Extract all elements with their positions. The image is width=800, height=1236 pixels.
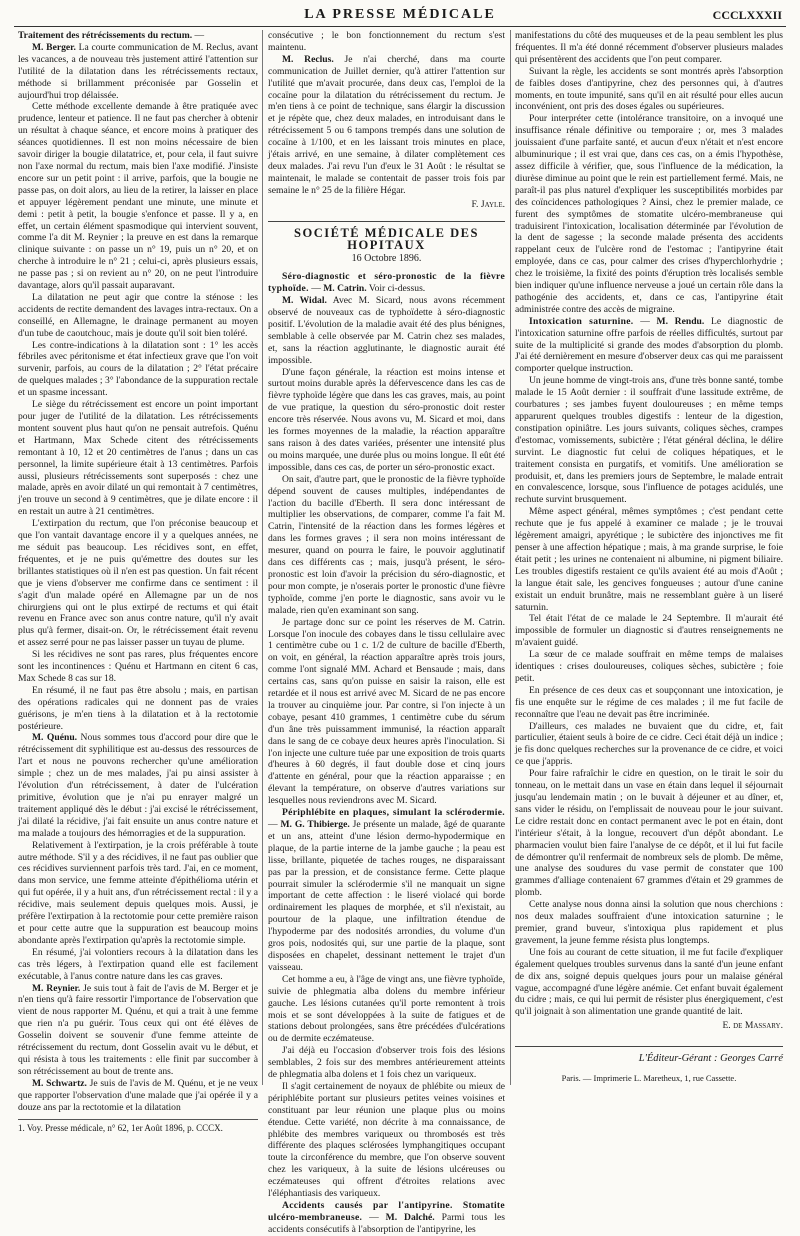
section-title: SOCIÉTÉ MÉDICALE DES HOPITAUX — [268, 221, 505, 252]
paragraph: D'une façon générale, la réaction est moins intense et surtout moins durable après la défervescence dans les cas de fièvre typhoïde légère que dans les cas graves, mais, au point de vue pratique, la question du séro-pronostic doit rester encore très réservée. Nous avons vu, M. Sicard et moi, dans les formes moyennes de la maladie, la réaction apparaître sans raison à des dates variées, présenter une intensité plus ou moins marquée, une durée plus ou moins longue. Il eût été impossible, dans ces cas, de porter un séro-pronostic exact. — [268, 366, 505, 473]
paragraph: Suivant la règle, les accidents se sont montrés après l'absorption de faibles doses d'antipyrine, chez des personnes qui, à d'autres moments, en toute impunité, sans qu'il en ait résulté pour elles aucun inconvénient, ont pris des doses égales ou supérieures. — [515, 65, 783, 113]
colophon — [515, 1046, 783, 1085]
paragraph: On sait, d'autre part, que le pronostic de la fièvre typhoïde dépend souvent de causes multiples, indépendantes de l'action du bacille d'Eberth. Il sera donc intéressant de multiplier les observations, de comparer, comme l'a fait M. Catrin, l'intensité de la réaction dans les formes légères et dans les formes graves ; il sera non moins intéressant de mesurer, quand on pourra le faire, le pouvoir agglutinatif dans ces différents cas ; mais, jusqu'à présent, le séro-pronostic est loin d'avoir la précision du séro-diagnostic, et pour mon compte, je n'oserais porter le pronostic d'une fièvre typhoïde, comme j'en porte le diagnostic, sans avoir vu le malade, rien qu'en examinant son sang. — [268, 473, 505, 616]
paragraph: Même aspect général, mêmes symptômes ; c'est pendant cette rechute que je fus appelé à examiner ce malade ; je le trouvai légèrement amaigri, apyrétique ; le subictère des injonctives me fit penser à une affection hépatique ; mais, à ma grande surprise, le foie était petit ; les urines ne contenaient ni albumine, ni pigment biliaire. Les troubles digestifs restaient ce qu'ils avaient été au mois d'Août ; la langue était sale, les gencives fongueuses ; autour d'une canine existait un enduit brunâtre, mais ne ressemblant guère à un liseré saturnin. — [515, 506, 783, 613]
printer-line: Paris. — Imprimerie L. Maretheux, 1, rue Cassette. — [561, 1073, 737, 1084]
speaker-name: M. G. Thibierge. — [280, 819, 350, 830]
article-heading: Périphlébite en plaques, simulant la sclérodermie. — [282, 807, 505, 819]
column-divider — [510, 30, 511, 1085]
author-signature: F. Jayle. — [471, 198, 505, 210]
paragraph: Les contre-indications à la dilatation sont : 1° les accès fébriles avec péritonisme et état infectieux grave que l'on voit survenir, parfois, au cours de la dilatation ; 2° l'état précaire de quelques malades ; 3° l'abondance de la suppuration rectale et un spasme incessant. — [18, 339, 258, 399]
paragraph: Relativement à l'extirpation, je la crois préférable à toute autre méthode. S'il y a des récidives, il ne faut pas oublier que ces récidives surviennent parfois très tard. J'ai, en ce moment, dans mon service, une femme atteinte d'épithélioma utérin et qui fut opérée, il y a huit ans, d'un rétrécissement rectal : il y a récidive, mais seulement depuis quelques mois. Aussi, je préfère l'extirpation à la rectotomie pour cette première raison et pour cette autre que la suppuration est beaucoup moins abondante après l'extirpation qu'après la rectotomie simple. — [18, 839, 258, 946]
paragraph: Le diagnostic de l'intoxication saturnine offre parfois de réelles difficultés, surtout par suite de la multiplicité si grande des modes d'absorption du plomb. J'ai été dernièrement en mesure d'observer deux cas qui me paraissent comporter quelque instruction. — [515, 315, 784, 375]
speaker-name: M. Catrin. — [323, 283, 367, 295]
paragraph: En présence de ces deux cas et soupçonnant une intoxication, je fis une enquête sur le régime de ces malades ; il me fut facile de reconnaître que l'eau ne devait pas être incriminée. — [515, 684, 783, 720]
paragraph: Parmi tous les accidents consécutifs à l'absorption de l'antipyrine, les — [268, 1211, 505, 1235]
article-heading: Séro-diagnostic et séro-pronostic de la fièvre typhoïde. — [268, 271, 505, 295]
paragraph: J'ai déjà eu l'occasion d'observer trois fois des lésions semblables, 2 fois sur des membres antérieurement atteints de phlegmatia alba dolens et 1 fois chez un variqueux. — [268, 1045, 505, 1081]
speaker-name: M. Rendu. — [656, 315, 705, 327]
footnote: 1. Voy. Presse médicale, n° 62, 1er Août 1896, p. CCCX. — [18, 1119, 258, 1135]
paragraph: L'extirpation du rectum, que l'on préconise beaucoup et que l'on vantait davantage encore il y a quelques années, ne me séduit pas beaucoup. Les récidives sont, en effet, fréquentes, et je ne puis qu'émettre des doutes sur les brillantes statistiques où il n'en est pas question. Un fait récent que je viens d'observer me confirme dans ce sentiment : il s'agit d'un malade opéré en Allemagne par un de nos chirurgiens qui ont le plus extirpé de rectums et qui était revenu en France avec son anus contre nature, qu'il n'y avait plus qu'à fermer, disait-on. Or, le rétrécissement était revenu et assez serré pour ne pas laisser passer un tuyau de plume. — [18, 518, 258, 649]
paragraph: manifestations du côté des muqueuses et de la peau semblent les plus fréquentes. Il m'a été donné récemment d'observer plusieurs malades qui présentèrent des accidents que l'on peut comparer. — [515, 30, 783, 65]
paragraph: Je n'ai cherché, dans ma courte communication de Juillet dernier, qu'à attirer l'attention sur l'utilité que m'avait procurée, dans deux cas, l'emploi de la cocaïne pour la dilatation du rétrécissement du rectum. Je m'en tiens à ce point de technique, sans élargir la discussion et je répète que, chez deux malades, en introduisant dans le rétrécissement 5 ou 6 tampons trempés dans une solution de cocaïne à 1/100, et en les laissant trois minutes en place, j'étais arrivé, en une semaine, à dilater complètement ces deux malades. J'ai revu l'un d'eux le 31 Août : le résultat se maintenait, le malade se contentait de passer trois fois par semaine le n° 25 de la filière Hégar. — [268, 53, 505, 196]
paragraph: Cette méthode excellente demande à être pratiquée avec prudence, lenteur et patience. Il ne faut pas chercher à obtenir un résultat à chaque séance, et encore moins à pratiquer des séances quotidiennes. Il est non moins nécessaire de bien savoir diriger la bougie dilatatrice, et, pour cela, il faut suivre non l'axe normal du rectum, mais bien l'axe modifié. J'insiste encore sur un petit point : il arrive, parfois, que la bougie ne passe pas, on doit alors, au lieu de la retirer, la laisser en place et appuyer légèrement pendant une minute, une minute et demi : petit à petit, la bougie s'enfonce et passe. Il y a, en effet, un certain élément spasmodique qui intervient souvent, comme l'a dit M. Reynier ; la preuve en est dans la remarque clinique suivante : on passe un n° 19, puis un n° 20, et on cherche à introduire le n° 21 ; celui-ci, après plusieurs essais, ne passe pas ; si on revient au n° 20, on ne peut l'introduire davantage, alors qu'il passait auparavant. — [18, 101, 258, 292]
article-heading: Traitement des rétrécissements du rectum. — [18, 30, 193, 41]
speaker-name: M. Dalché. — [385, 1211, 435, 1223]
paragraph: D'ailleurs, ces malades ne buvaient que du cidre, et, fait particulier, étaient seuls à boire de ce cidre. Ceci était déjà un indice ; je fis donc quelques recherches sur la provenance de ce cidre, et voici ce que j'appris. — [515, 720, 783, 768]
speaker-name: M. Schwartz. — [32, 1077, 87, 1089]
paragraph: Cet homme a eu, à l'âge de vingt ans, une fièvre typhoïde, suivie de phlegmatia alba dolens du membre inférieur gauche. Les lésions cutanées qu'il porte remontent à trois mois et se sont développées à la suite de fatigues et de stations debout prolongées, sans être précédées d'ulcérations ou de dermite eczémateuse. — [268, 973, 505, 1045]
article-heading: Accidents causés par l'antipyrine. Stomatite ulcéro-membraneuse. — [268, 1200, 505, 1223]
paragraph: Je suis de l'avis de M. Quénu, et je ne veux que rapporter l'observation d'une malade que j'ai opérée il y a douze ans par la rectotomie et la dilatation — [18, 1077, 258, 1113]
paragraph: Avec M. Sicard, nous avons récemment observé de nouveaux cas de typhoïdette à séro-diagnostic positif. L'évolution de la maladie avait été des plus bénignes, semblable à celle observée par M. Catrin chez ses malades, et, sans la réaction agglutinante, le diagnostic aurait été impossible. — [268, 295, 505, 366]
paragraph: La dilatation ne peut agir que contre la sténose : les accidents de rectite demandent des lavages intra-rectaux. On a conseillé, en Allemagne, le drainage permanent au moyen d'un tube de caoutchouc, mais je doute qu'il soit bien toléré. — [18, 291, 258, 339]
editor-line: L'Éditeur-Gérant : Georges Carré — [638, 1053, 783, 1065]
speaker-name: M. Berger. — [32, 41, 76, 53]
paragraph: En résumé, j'ai volontiers recours à la dilatation dans les cas très légers, à l'extirpation quand elle est facilement exécutable, à l'anus contre nature dans les cas graves. — [18, 946, 258, 982]
column-2: consécutive ; le bon fonctionnement du rectum s'est maintenu. M. Reclus. Je n'ai cherché, dans ma courte communication de Juillet dernier, qu'à attirer l'attention sur l'utilité que m'avait procurée, dans deux cas, l'emploi de la cocaïne pour la dilatation du rétrécissement du rectum. Je m'en tiens à ce point de technique, sans élargir la discussion et je répète que, chez deux malades, en introduisant dans le rétrécissement 5 ou 6 tampons trempés dans une solution de cocaïne à 1/100, et en les laissant trois minutes en place, j'étais arrivé, en une semaine, à dilater complètement ces deux malades. J'ai revu l'un d'eux le 31 Août : le résultat se maintenait, le malade se contentait de passer trois fois par semaine le n° 25 de la filière Hégar. F. Jayle. SOCIÉTÉ MÉDICALE DES HOPITAUX 16 Octobre 1896. Séro-diagnostic et séro-pronostic de la fièvre typhoïde. — M. Catrin. Voir ci-dessus. M. Widal. Avec M. Sicard, nous avons récemment observé de nouveaux cas de typhoïdette à séro-diagnostic positif. L'évolution de la maladie avait été des plus bénignes, semblable à celle observée par M. Catrin chez ses malades, et, sans la réaction agglutinante, le diagnostic aurait été impossible. D'une façon générale, la réaction est moins intense et surtout moins durable après la défervescence dans les cas de fièvre typhoïde légère que dans les cas graves, mais, au point de vue pratique, la question du séro-pronostic doit rester encore très réservée. Nous avons vu, M. Sicard et moi, dans les formes moyennes de la maladie, la réaction apparaître sans raison à des dates variées, présenter une intensité plus ou moins marquée, une durée plus ou moins longue. Il eût été impossible, dans ces cas, de porter un séro-pronostic exact. On sait, d'autre part, que le pronostic de la fièvre typhoïde dépend souvent de causes multiples, indépendantes de l'action du bacille d'Eberth. Il sera donc intéressant de multiplier les observations, de comparer, comme l'a fait M. Catrin, l'intensité de la réaction dans les formes légères et dans les formes graves ; il sera non moins intéressant de mesurer, quand on pourra le faire, le pouvoir agglutinatif dans ces différents cas ; mais, jusqu'à présent, le séro-pronostic est loin d'avoir la précision du séro-diagnostic, et pour mon compte, je n'oserais porter le pronostic d'une fièvre typhoïde, comme j'en porte le diagnostic, sans avoir vu le malade, rien qu'en examinant son sang. Je partage donc sur ce point les réserves de M. Catrin. Lorsque l'on inocule des cobayes dans le tissu cellulaire avec 1 centimètre cube ou 1 c. 1/2 de culture de bacille d'Eberth, on voit, en général, la réaction apparaître après trois jours, comme l'ont signalé MM. Achard et Bensaude ; mais, dans certains cas, sans qu'on puisse en saisir la raison, elle est retardée et il nous est arrivé avec M. Sicard de ne pas encore la trouver au cinquième jour. Par contre, si l'on injecte à un cobaye, pesant 410 grammes, 1 centimètre cube du sérum d'un âne très puissamment immunisé, la réaction apparaît dans le sang de ce cobaye deux heures après l'inoculation. Si l'on injecte une culture tuée par une exposition de trois quarts d'heures à 60 degrés, il faut double dose et cinq jours d'attente en général, pour que la réaction apparaisse ; en élevant la température, on observe d'autres variations sur lesquelles nous reviendrons avec M. Sicard. Périphlébite en plaques, simulant la sclérodermie. — M. G. Thibierge. Je présente un malade, âgé de quarante et un ans, atteint d'une lésion dermo-hypodermique en plaque, de la partie interne de la jambe gauche ; la peau est lisse, brillante, piquetée de taches rouges, ne disparaissant pas par la pression, et de consistance ferme. Cette plaque pourrait simuler la sclérodermie s'il ne manquait un signe important de cette affection : le liseré violacé qui borde ordinairement les plaques de morphée, et s'il n'existait, au pourtour de la plaque, une infiltration étendue de l'hypoderme par des nodosités arrondies, du volume d'un gros pois, nodosités qui, sur une partie de la plaque, sont disposées en chapelet, dessinant nettement le trajet d'un vaisseau. Cet homme a eu, à l'âge de vingt ans, une fièvre typhoïde, suivie de phlegmatia alba dolens du membre inférieur gauche. Les lésions cutanées qu'il porte remontent à trois mois et se sont développées à la suite de fatigues et de stations debout prolongées, sans être précédées d'ulcérations ou de dermite eczémateuse. J'ai déjà eu l'occasion d'observer trois fois des lésions semblables, 2 fois sur des membres antérieurement atteints de phlegmatia alba dolens et 1 fois chez un variqueux. Il s'agit certainement de noyaux de phlébite ou mieux de périphlébite portant sur plusieurs petites veines voisines et constituant par leur réunion une plaque plus ou moins étendue. Cette variété, non décrite à ma connaissance, de phlébite des membres variqueux ou thrombosés est très différente des plaques sclérosées lymphangitiques occupant toute la circonférence du membre, que l'on observe souvent chez les variqueux, à la suite de lésions ulcéreuses ou eczémateuses qui offrent d'étroites relations avec l'éléphantiasis des variqueux. Accidents causés par l'antipyrine. Stomatite ulcéro-membraneuse. — M. Dalché. Parmi tous les accidents consécutifs à l'absorption de l'antipyrine, les — [268, 30, 505, 1235]
paragraph: En résumé, il ne faut pas être absolu ; mais, en partisan des opérations radicales qui ne donnent pas de vraies guérisons, je m'en tiens à la dilatation et à la rectotomie postérieure. — [18, 684, 258, 732]
section-date: 16 Octobre 1896. — [351, 253, 422, 265]
paragraph: Tel était l'état de ce malade le 24 Septembre. Il m'aurait été impossible de formuler un diagnostic si d'autres renseignements ne m'avaient guidé. — [515, 613, 783, 649]
speaker-name: M. Reynier. — [32, 982, 81, 994]
paragraph: Je partage donc sur ce point les réserves de M. Catrin. Lorsque l'on inocule des cobayes dans le tissu cellulaire avec 1 centimètre cube ou 1 c. 1/2 de culture de bacille d'Eberth, on voit, en général, la réaction apparaître après trois jours, comme l'ont signalé MM. Achard et Bensaude ; mais, dans certains cas, sans qu'on puisse en saisir la raison, elle est retardée et il nous est arrivé avec M. Sicard de ne pas encore la trouver au cinquième jour. Par contre, si l'on injecte à un cobaye, pesant 410 grammes, 1 centimètre cube du sérum d'un âne très puissamment immunisé, la réaction apparaît dans le sang de ce cobaye deux heures après l'inoculation. Si l'on injecte une culture tuée par une exposition de trois quarts d'heures à 60 degrés, il faut double dose et cinq jours d'attente en général, pour que la réaction apparaisse ; en élevant la température, on observe d'autres variations sur lesquelles nous reviendrons avec M. Sicard. — [268, 616, 505, 807]
paragraph: Je suis tout à fait de l'avis de M. Berger et je n'en tiens qu'à faire ressortir l'importance de l'observation que vient de nous rapporter M. Quénu, et qui a trait à une femme que rien n'a pu guérir. Tous ceux qui ont été élèves de Gosselin doivent se souvenir d'une femme atteinte de rétrécissement du rectum, dont Gosselin avait vu le début, et qui résista à tous les traitements : elle finit par succomber à son rétrécissement au bout de trente ans. — [18, 982, 258, 1077]
paragraph: Cette analyse nous donna ainsi la solution que nous cherchions : nos deux malades souffraient d'une intoxication saturnine ; le premier, grand buveur, s'intoxiqua plus rapidement et plus gravement, la jeune femme résista plus longtemps. — [515, 899, 783, 946]
column-1: Traitement des rétrécissements du rectum. — M. Berger. La courte communication de M. Reclus, avant les vacances, a de nouveau très justement attiré l'attention sur l'utilité de la dilatation dans les rétrécissements rectaux, méthode si brillamment préconisée par Gosselin et aujourd'hui trop délaissée. Cette méthode excellente demande à être pratiquée avec prudence, lenteur et patience. Il ne faut pas chercher à obtenir un résultat à chaque séance, et encore moins à pratiquer des séances quotidiennes. Il est non moins nécessaire de bien savoir diriger la bougie dilatatrice, et, pour cela, il faut suivre non l'axe normal du rectum, mais bien l'axe modifié. J'insiste encore sur un petit point : il arrive, parfois, que la bougie ne passe pas, on doit alors, au lieu de la retirer, la laisser en place et appuyer légèrement pendant une minute, une minute et demi : petit à petit, la bougie s'enfonce et passe. Il y a, en effet, un certain élément spasmodique qui intervient souvent, comme l'a dit M. Reynier ; la preuve en est dans la remarque clinique suivante : on passe un n° 19, puis un n° 20, et on cherche à introduire le n° 21 ; celui-ci, après plusieurs essais, ne passe pas ; si on revient au n° 20, on ne peut l'introduire davantage, alors qu'il passait auparavant. La dilatation ne peut agir que contre la sténose : les accidents de rectite demandent des lavages intra-rectaux. On a conseillé, en Allemagne, le drainage permanent au moyen d'un tube de caoutchouc, mais je doute qu'il soit bien toléré. Les contre-indications à la dilatation sont : 1° les accès fébriles avec péritonisme et état infectieux grave que l'on voit survenir, parfois, au cours de la dilatation ; 2° l'état précaire de quelques malades ; 3° l'abondance de la suppuration rectale et un spasme incessant. Le siège du rétrécissement est encore un point important pour juger de l'utilité de la dilatation. Les rétrécissements montent souvent plus haut qu'on ne pensait autrefois. Quénu et Hartmann, Max Schede citent des rétrécissements remontant à 10, 12 et 20 centimètres de l'anus ; dans un cas personnel, la limite supérieure était à 13 centimètres. Parfois aussi, plusieurs rétrécissements sont superposés : chez une malade, après en avoir dilaté un qui remontait à 7 centimètres, j'en trouve un second à 9 centimètres, que je dilate encore : il en restait un autre à 21 centimètres. L'extirpation du rectum, que l'on préconise beaucoup et que l'on vantait davantage encore il y a quelques années, ne me séduit pas beaucoup. Les récidives sont, en effet, fréquentes, et je ne puis qu'émettre des doutes sur les brillantes statistiques où il n'en est pas question. Un fait récent que je viens d'observer me confirme dans ce sentiment : il s'agit d'un malade opéré en Allemagne par un de nos chirurgiens qui ont le plus extirpé de rectums et qui était revenu en France avec son anus contre nature, qu'il n'y avait plus qu'à fermer, disait-on. Or, le rétrécissement était revenu et assez serré pour ne pas laisser passer un tuyau de plume. Si les récidives ne sont pas rares, plus fréquentes encore sont les incontinences : Quénu et Hartmann en citent 6 cas, Max Schede 8 cas sur 18. En résumé, il ne faut pas être absolu ; mais, en partisan des opérations radicales qui ne donnent pas de vraies guérisons, je m'en tiens à la dilatation et à la rectotomie postérieure. M. Quénu. Nous sommes tous d'accord pour dire que le rétrécissement dit syphilitique est au-dessus des ressources de l'art et nous ne pouvons rechercher qu'une amélioration simple ; chez un de mes malades, j'ai pu ainsi assister à l'évolution d'un rétrécissement, à dater de l'ulcération primitive, évolution que je n'ai pu enrayer malgré un traitement appliqué dès le début : j'ai excisé le rétrécissement, j'ai dilaté la récidive, j'ai fait ensuite un anus contre nature et ma malade a toujours des hémorragies et de la suppuration. Relativement à l'extirpation, je la crois préférable à toute autre méthode. S'il y a des récidives, il ne faut pas oublier que ces récidives surviennent parfois très tard. J'ai, en ce moment, dans mon service, une femme atteinte d'épithélioma utérin et qui fut opérée, il y a huit ans, d'un rétrécissement rectal : il y a récidive, mais seulement depuis quelques mois. Aussi, je préfère l'extirpation à la rectotomie pour cette première raison et pour cette autre que la suppuration est beaucoup moins abondante après l'extirpation qu'après la rectotomie simple. En résumé, j'ai volontiers recours à la dilatation dans les cas très légers, à l'extirpation quand elle est facilement exécutable, à l'anus contre nature dans les cas graves. M. Reynier. Je suis tout à fait de l'avis de M. Berger et je n'en tiens qu'à faire ressortir l'importance de l'observation que vient de nous rapporter M. Quénu, et qui a trait à une femme que rien n'a pu guérir. Tous ceux qui ont été élèves de Gosselin doivent se souvenir d'une femme atteinte de rétrécissement du rectum, dont Gosselin avait vu le début, et qui résista à tous les traitements : elle finit par succomber à son rétrécissement au bout de trente ans. M. Schwartz. Je suis de l'avis de M. Quénu, et je ne veux que rapporter l'observation d'une malade que j'ai opérée il y a douze ans par la rectotomie et la dilatation 1. Voy. Presse médicale, n° 62, 1er Août 1896, p. CCCX. — [18, 30, 258, 1134]
page-number: CCCLXXXII — [712, 8, 782, 22]
paragraph: La sœur de ce malade souffrait en même temps de malaises identiques : crises douloureuses, coliques sèches, subictère ; foie petit. — [515, 649, 783, 684]
column-3: manifestations du côté des muqueuses et de la peau semblent les plus fréquentes. Il m'a été donné récemment d'observer plusieurs malades qui présentèrent des accidents que l'on peut comparer. Suivant la règle, les accidents se sont montrés après l'absorption de faibles doses d'antipyrine, chez des personnes qui, à d'autres moments, en toute impunité, sans qu'il en ait résulté pour elles aucun inconvénient, ont pris des doses égales ou supérieures. Pour interpréter cette (intolérance transitoire, on a invoqué une insuffisance rénale définitive ou temporaire ; or, mes 3 malades jouissaient d'une parfaite santé, et aucun d'eux n'était et n'est encore albuminurique ; il est vrai que, dans ces cas, on a émis l'hypothèse, assez difficile à vérifier, que, sous l'influence de la médication, la diurèse diminue au point que le rein est partiellement fermé. Mais, ne paraît-il pas plus naturel d'expliquer les susceptibilités morbides par des coïncidences pathologiques ? Ainsi, chez le premier malade, ce furent des symptômes de stomatite ulcéro-membraneuse qui traduisirent l'intoxication, localisation déterminée par l'évolution de la dent de sagesse ; la seconde malade présenta des accidents rappelant ceux de l'ulcère rond de l'estomac ; l'antipyrine était employée, dans ce cas, pour calmer des crises d'hyperchlorhydrie ; chez le troisième, la fixité des points d'éruption très localisés semble bien indiquer qu'une influence nerveuse a joué un certain rôle dans la pathogénie des accidents, et, dans ce cas, l'antipyrine était administrée contre des accès de migraine. Intoxication saturnine. — M. Rendu. Le diagnostic de l'intoxication saturnine offre parfois de réelles difficultés, surtout par suite de la multiplicité si grande des modes d'absorption du plomb. J'ai été dernièrement en mesure d'observer deux cas qui me paraissent comporter quelque instruction. Un jeune homme de vingt-trois ans, d'une très bonne santé, tombe malade le 15 Août dernier : il souffrait d'une lassitude extrême, de courbatures ; ses jambes fuyent douloureuses ; en même temps apparurent quelques troubles digestifs : lenteur de la digestion, constipation opiniâtre. Les jours suivants, coliques sèches, crampes d'estomac, vomissements, subictère ; l'état général déclina, le délire survint. Le diagnostic fut celui de coliques hépatiques, et le traitement consista en purgatifs, et vomitifs. Une amélioration se produisit, et, dans les premiers jours de Septembre, le malade entrait en convalescence, lorsque, sous l'influence de potages acidulés, une rechute survint brusquement. Même aspect général, mêmes symptômes ; c'est pendant cette rechute que je fus appelé à examiner ce malade ; je le trouvai légèrement amaigri, apyrétique ; le subictère des injonctives me fit penser à une affection hépatique ; mais, à ma grande surprise, le foie était petit ; les urines ne contenaient ni albumine, ni pigment biliaire. Les troubles digestifs restaient ce qu'ils avaient été au mois d'Août ; la langue était sale, les gencives fongueuses ; autour d'une canine existait un enduit brunâtre, mais ne ressemblant guère à un liseré saturnin. Tel était l'état de ce malade le 24 Septembre. Il m'aurait été impossible de formuler un diagnostic si d'autres renseignements ne m'avaient guidé. La sœur de ce malade souffrait en même temps de malaises identiques : crises douloureuses, coliques sèches, subictère ; foie petit. En présence de ces deux cas et soupçonnant une intoxication, je fis une enquête sur le régime de ces malades ; il me fut facile de reconnaître que l'eau ne devait pas être incriminée. D'ailleurs, ces malades ne buvaient que du cidre, et, fait particulier, étaient seuls à boire de ce cidre. Ceci était déjà un indice ; je fis donc quelques recherches sur la provenance de ce cidre, et voici ce que j'appris. Pour faire rafraîchir le cidre en question, on le tirait le soir du tonneau, on le mettait dans un vase en étain dans lequel il séjournait jusqu'au lendemain matin ; on le buvait à déjeuner et au dîner, et, sans vider le résidu, on l'emplissait de nouveau pour le jour suivant. Le cidre restait donc en contact permanent avec le pot en étain, dont l'intérieur s'était, à la longue, recouvert d'un dépôt abondant. Le pharmacien voulut bien faire l'analyse de ce dépôt, et il lui fut facile de démontrer qu'il renfermait de nombreux sels de plomb. De même, une analyse des soudures du vase permit de constater que 100 grammes d'alliage contenaient 67 grammes d'étain et 29 grammes de plomb. Cette analyse nous donna ainsi la solution que nous cherchions : nos deux malades souffraient d'une intoxication saturnine ; le premier, grand buveur, s'intoxiqua plus rapidement et plus gravement, la jeune femme résista plus longtemps. Une fois au courant de cette situation, il me fut facile d'expliquer également quelques troubles survenus dans la santé d'un jeune enfant de dix ans, soigné depuis quelques jours pour un malaise général vague, accompagné d'une légère anémie. Cet enfant buvait également du cidre ; mais, ce qui lui permit de résister plus énergiquement, c'est qu'il joignait à son alimentation une grande quantité de lait. E. de Massary. L'Éditeur-Gérant : Georges Carré Paris. — Imprimerie L. Maretheux, 1, rue Cassette. — [515, 30, 784, 1084]
paragraph: Nous sommes tous d'accord pour dire que le rétrécissement dit syphilitique est au-dessus des ressources de l'art et nous ne pouvons rechercher qu'une amélioration simple ; chez un de mes malades, j'ai pu ainsi assister à l'évolution d'un rétrécissement, à dater de l'ulcération primitive, évolution que je n'ai pu enrayer malgré un traitement appliqué dès le début : j'ai excisé le rétrécissement, j'ai dilaté la récidive, j'ai fait ensuite un anus contre nature et ma malade a toujours des hémorragies et de la suppuration. — [18, 732, 258, 839]
column-divider — [262, 30, 263, 1085]
paragraph: Une fois au courant de cette situation, il me fut facile d'expliquer également quelques troubles survenus dans la santé d'un jeune enfant de dix ans, soigné depuis quelques jours pour un malaise général vague, accompagné d'une légère anémie. Cet enfant buvait également du cidre ; mais, ce qui lui permit de résister plus énergiquement, c'est qu'il joignait à son alimentation une grande quantité de lait. — [515, 946, 783, 1018]
paragraph: Pour interpréter cette (intolérance transitoire, on a invoqué une insuffisance rénale définitive ou temporaire ; or, mes 3 malades jouissaient d'une parfaite santé, et aucun d'eux n'était et n'est encore albuminurique ; il est vrai que, dans ces cas, on a émis l'hypothèse, assez difficile à vérifier, que, sous l'influence de la médication, la diurèse diminue au point que le rein est partiellement fermé. Mais, ne paraît-il pas plus naturel d'expliquer les susceptibilités morbides par des coïncidences pathologiques ? Ainsi, chez le premier malade, ce furent des symptômes de stomatite ulcéro-membraneuse qui traduisirent l'intoxication, localisation déterminée par l'évolution de la dent de sagesse ; la seconde malade présenta des accidents rappelant ceux de l'ulcère rond de l'estomac ; l'antipyrine était employée, dans ce cas, pour calmer des crises d'hyperchlorhydrie ; chez le troisième, la fixité des points d'éruption très localisés semble bien indiquer qu'une influence nerveuse a joué un certain rôle dans la pathogénie des accidents, et, dans ce cas, l'antipyrine était administrée contre des accès de migraine. — [515, 113, 783, 315]
paragraph: Il s'agit certainement de noyaux de phlébite ou mieux de périphlébite portant sur plusieurs petites veines voisines et constituant par leur réunion une plaque plus ou moins étendue. Cette variété, non décrite à ma connaissance, de phlébite des membres variqueux ou thrombosés est très différente des plaques sclérosées lymphangitiques occupant toute la circonférence du membre, que l'on observe souvent chez les variqueux, à la suite de lésions ulcéreuses ou eczémateuses qui offrent d'étroites relations avec l'éléphantiasis des variqueux. — [268, 1080, 505, 1200]
paragraph: Pour faire rafraîchir le cidre en question, on le tirait le soir du tonneau, on le mettait dans un vase en étain dans lequel il séjournait jusqu'au lendemain matin ; on le buvait à déjeuner et au dîner, et, sans vider le résidu, on l'emplissait de nouveau pour le jour suivant. Le cidre restait donc en contact permanent avec le pot en étain, dont l'intérieur s'était, à la longue, recouvert d'un dépôt abondant. Le pharmacien voulut bien faire l'analyse de ce dépôt, et il lui fut facile de démontrer qu'il renfermait de nombreux sels de plomb. De même, une analyse des soudures du vase permit de constater que 100 grammes d'alliage contenaient 67 grammes d'étain et 29 grammes de plomb. — [515, 768, 783, 899]
speaker-name: M. Reclus. — [282, 53, 334, 65]
paragraph: Le siège du rétrécissement est encore un point important pour juger de l'utilité de la dilatation. Les rétrécissements montent souvent plus haut qu'on ne pensait autrefois. Quénu et Hartmann, Max Schede citent des rétrécissements remontant à 10, 12 et 20 centimètres de l'anus ; dans un cas personnel, la limite supérieure était à 13 centimètres. Parfois aussi, plusieurs rétrécissements sont superposés : chez une malade, après en avoir dilaté un qui remontait à 7 centimètres, j'en trouve un second à 9 centimètres, que je dilate encore : il en restait un autre à 21 centimètres. — [18, 399, 258, 518]
paragraph: Si les récidives ne sont pas rares, plus fréquentes encore sont les incontinences : Quénu et Hartmann en citent 6 cas, Max Schede 8 cas sur 18. — [18, 649, 258, 684]
paragraph: La courte communication de M. Reclus, avant les vacances, a de nouveau très justement attiré l'attention sur l'utilité de la dilatation dans les rétrécissements rectaux, méthode si brillamment préconisée par Gosselin et aujourd'hui trop délaissée. — [18, 41, 258, 101]
paragraph: Je présente un malade, âgé de quarante et un ans, atteint d'une lésion dermo-hypodermique en plaque, de la partie interne de la jambe gauche ; la peau est lisse, brillante, piquetée de taches rouges, ne disparaissant pas par la pression, et de consistance ferme. Cette plaque pourrait simuler la sclérodermie s'il ne manquait un signe important de cette affection : le liseré violacé qui borde ordinairement les plaques de morphée, et s'il n'existait, au pourtour de la plaque, une infiltration étendue de l'hypoderme par des nodosités arrondies, du volume d'un gros pois, nodosités qui, sur une partie de la plaque, sont disposées en chapelet, dessinant nettement le trajet d'un vaisseau. — [268, 819, 505, 973]
page-header — [14, 6, 786, 27]
author-signature: E. de Massary. — [722, 1020, 783, 1032]
speaker-name: M. Widal. — [282, 295, 327, 307]
paragraph: consécutive ; le bon fonctionnement du rectum s'est maintenu. — [268, 30, 505, 53]
speaker-name: M. Quénu. — [32, 732, 78, 744]
paragraph: Un jeune homme de vingt-trois ans, d'une très bonne santé, tombe malade le 15 Août dernier : il souffrait d'une lassitude extrême, de courbatures ; ses jambes fuyent douloureuses ; en même temps apparurent quelques troubles digestifs : lenteur de la digestion, constipation opiniâtre. Les jours suivants, coliques sèches, crampes d'estomac, vomissements, subictère ; l'état général déclina, le délire survint. Le diagnostic fut celui de coliques hépatiques, et le traitement consista en purgatifs, et vomitifs. Une amélioration se produisit, et, dans les premiers jours de Septembre, le malade entrait en convalescence, lorsque, sous l'influence de potages acidulés, une rechute survint brusquement. — [515, 375, 783, 506]
paragraph: Voir ci-dessus. — [368, 283, 426, 295]
journal-title: LA PRESSE MÉDICALE — [304, 7, 496, 22]
article-heading: Intoxication saturnine. — [529, 315, 634, 327]
